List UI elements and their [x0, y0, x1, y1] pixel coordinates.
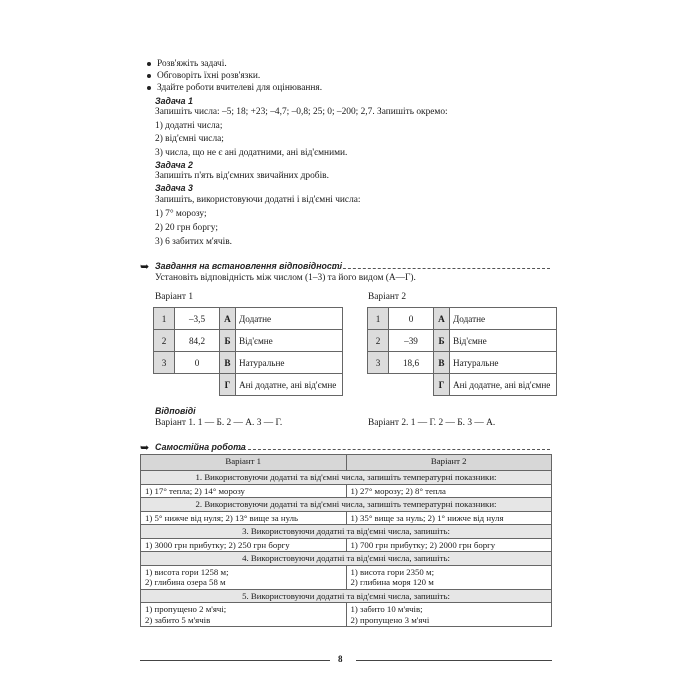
- column-header-variant1: Варіант 1: [141, 455, 347, 471]
- task3-item: 3) 6 забитих м'ячів.: [155, 237, 233, 247]
- cell-line: 1) 3000 грн прибутку; 2) 250 грн боргу: [145, 539, 290, 550]
- task-title: 4. Використовуючи додатні та від'ємні числа, запишіть:: [141, 552, 552, 566]
- table-row: [368, 330, 557, 352]
- option-letter: Б: [434, 330, 450, 352]
- option-label: Від'ємне: [236, 330, 343, 352]
- cell-line: 1) висота гори 1258 м;: [145, 566, 229, 577]
- option-letter: Б: [220, 330, 236, 352]
- task3-item: 2) 20 грн боргу;: [155, 223, 218, 233]
- column-header-variant2: Варіант 2: [346, 455, 552, 471]
- number-value: 0: [175, 352, 220, 374]
- bullet-item: Розв'яжіть задачі.: [147, 58, 322, 70]
- option-letter: В: [220, 352, 236, 374]
- task-title-row: [141, 498, 552, 512]
- variant1-cell: [141, 484, 347, 498]
- task-title: 5. Використовуючи додатні та від'ємні числа, запишіть:: [141, 589, 552, 603]
- number-value: –39: [389, 330, 434, 352]
- task-title-row: [141, 589, 552, 603]
- variant1-cell: [141, 538, 347, 552]
- cell-line: 2) глибина озера 58 м: [145, 577, 226, 587]
- task3-text: Запишіть, використовуючи додатні і від'ємні числа:: [155, 195, 361, 205]
- option-label: Додатне: [236, 308, 343, 330]
- footer-line-right: [356, 660, 552, 661]
- cell-line: 1) 35° вище за нуль; 2) 1° нижче від нуля: [350, 512, 504, 523]
- cell-line: 1) висота гори 2350 м;: [350, 566, 435, 577]
- option-label: Ані додатне, ані від'ємне: [236, 374, 343, 396]
- option-label: Ані додатне, ані від'ємне: [450, 374, 557, 396]
- task-title-row: [141, 552, 552, 566]
- cell-line: 1) забито 10 м'ячів;: [350, 604, 423, 614]
- dashed-divider: [328, 268, 550, 269]
- variant1-cell: [141, 565, 347, 589]
- cell-line: 1) 27° морозу; 2) 8° тепла: [350, 485, 446, 496]
- option-letter: В: [434, 352, 450, 374]
- answers-title: Відповіді: [155, 406, 196, 416]
- task-title-row: [141, 525, 552, 539]
- task1-title: Задача 1: [155, 96, 193, 106]
- table-row: [154, 330, 343, 352]
- variant2-cell: [346, 484, 552, 498]
- task-title: 1. Використовуючи додатні та від'ємні числа, запишіть температурні показники:: [141, 471, 552, 485]
- number-value: 0: [389, 308, 434, 330]
- intro-bullets: [147, 58, 322, 94]
- variant2-cell: [346, 538, 552, 552]
- table-row: [154, 308, 343, 330]
- option-letter: Г: [434, 374, 450, 396]
- answer-variant1: Варіант 1. 1 — Б. 2 — А. 3 — Г.: [155, 418, 283, 428]
- table-row: [141, 565, 552, 589]
- table-row: [154, 374, 343, 396]
- option-letter: А: [220, 308, 236, 330]
- option-label: Додатне: [450, 308, 557, 330]
- task1-item: 1) додатні числа;: [155, 121, 223, 131]
- cell-line: 2) глибина моря 120 м: [350, 577, 434, 587]
- table-header-row: [141, 455, 552, 471]
- number-value: –3,5: [175, 308, 220, 330]
- variant2-cell: [346, 565, 552, 589]
- dashed-divider: [238, 449, 550, 450]
- option-label: Від'ємне: [450, 330, 557, 352]
- independent-heading: Самостійна робота: [155, 442, 246, 452]
- cell-line: 1) 700 грн прибутку; 2) 2000 грн боргу: [350, 539, 496, 550]
- row-number: 1: [368, 308, 389, 330]
- table-row: [368, 374, 557, 396]
- cell-line: 2) пропущено 3 м'ячі: [350, 614, 430, 625]
- table-row: [141, 484, 552, 498]
- variant1-matching-table: [153, 307, 343, 396]
- table-row: [368, 308, 557, 330]
- cell-line: 2) забито 5 м'ячів: [145, 614, 211, 625]
- independent-work-table: [140, 454, 552, 627]
- variant2-matching-table: [367, 307, 557, 396]
- task-title: 3. Використовуючи додатні та від'ємні числа, запишіть:: [141, 525, 552, 539]
- cell-line: 1) пропущено 2 м'ячі;: [145, 604, 227, 614]
- variant1-title: Варіант 1: [155, 292, 194, 302]
- table-row: [368, 352, 557, 374]
- number-value: 18,6: [389, 352, 434, 374]
- row-number: 1: [154, 308, 175, 330]
- table-row: [141, 511, 552, 525]
- variant1-cell: [141, 603, 347, 627]
- option-letter: А: [434, 308, 450, 330]
- task-title: 2. Використовуючи додатні та від'ємні числа, запишіть температурні показники:: [141, 498, 552, 512]
- table-row: [154, 352, 343, 374]
- matching-instruction: Установіть відповідність між числом (1–3) та його видом (А—Г).: [155, 273, 416, 283]
- task3-title: Задача 3: [155, 183, 193, 193]
- bullet-item: Здайте роботи вчителеві для оцінювання.: [147, 82, 322, 94]
- task2-text: Запишіть п'ять від'ємних звичайних дробів.: [155, 171, 329, 181]
- variant2-title: Варіант 2: [368, 292, 407, 302]
- table-row: [141, 603, 552, 627]
- row-number: 2: [368, 330, 389, 352]
- bullet-item: Обговоріть їхні розв'язки.: [147, 70, 322, 82]
- task-title-row: [141, 471, 552, 485]
- row-number: 3: [368, 352, 389, 374]
- task1-text: Запишіть числа: –5; 18; +23; –4,7; –0,8; 25; 0; –200; 2,7. Запишіть окремо:: [155, 107, 448, 117]
- page-number: 8: [338, 654, 343, 664]
- variant1-cell: [141, 511, 347, 525]
- number-value: 84,2: [175, 330, 220, 352]
- option-letter: Г: [220, 374, 236, 396]
- cell-line: 1) 17° тепла; 2) 14° морозу: [145, 485, 245, 496]
- task1-item: 3) числа, що не є ані додатними, ані від'ємними.: [155, 148, 348, 158]
- footer-line-left: [140, 660, 330, 661]
- row-number: 2: [154, 330, 175, 352]
- task3-item: 1) 7° морозу;: [155, 209, 207, 219]
- option-label: Натуральне: [450, 352, 557, 374]
- matching-heading: Завдання на встановлення відповідності: [155, 261, 343, 271]
- table-row: [141, 538, 552, 552]
- variant2-cell: [346, 511, 552, 525]
- option-label: Натуральне: [236, 352, 343, 374]
- section-arrow-icon: ➥: [140, 260, 150, 273]
- answer-variant2: Варіант 2. 1 — Г. 2 — Б. 3 — А.: [368, 418, 496, 428]
- cell-line: 1) 5° нижче від нуля; 2) 13° вище за нуль: [145, 512, 298, 523]
- task2-title: Задача 2: [155, 160, 193, 170]
- task1-item: 2) від'ємні числа;: [155, 134, 224, 144]
- variant2-cell: [346, 603, 552, 627]
- section-arrow-icon: ➥: [140, 441, 150, 454]
- row-number: 3: [154, 352, 175, 374]
